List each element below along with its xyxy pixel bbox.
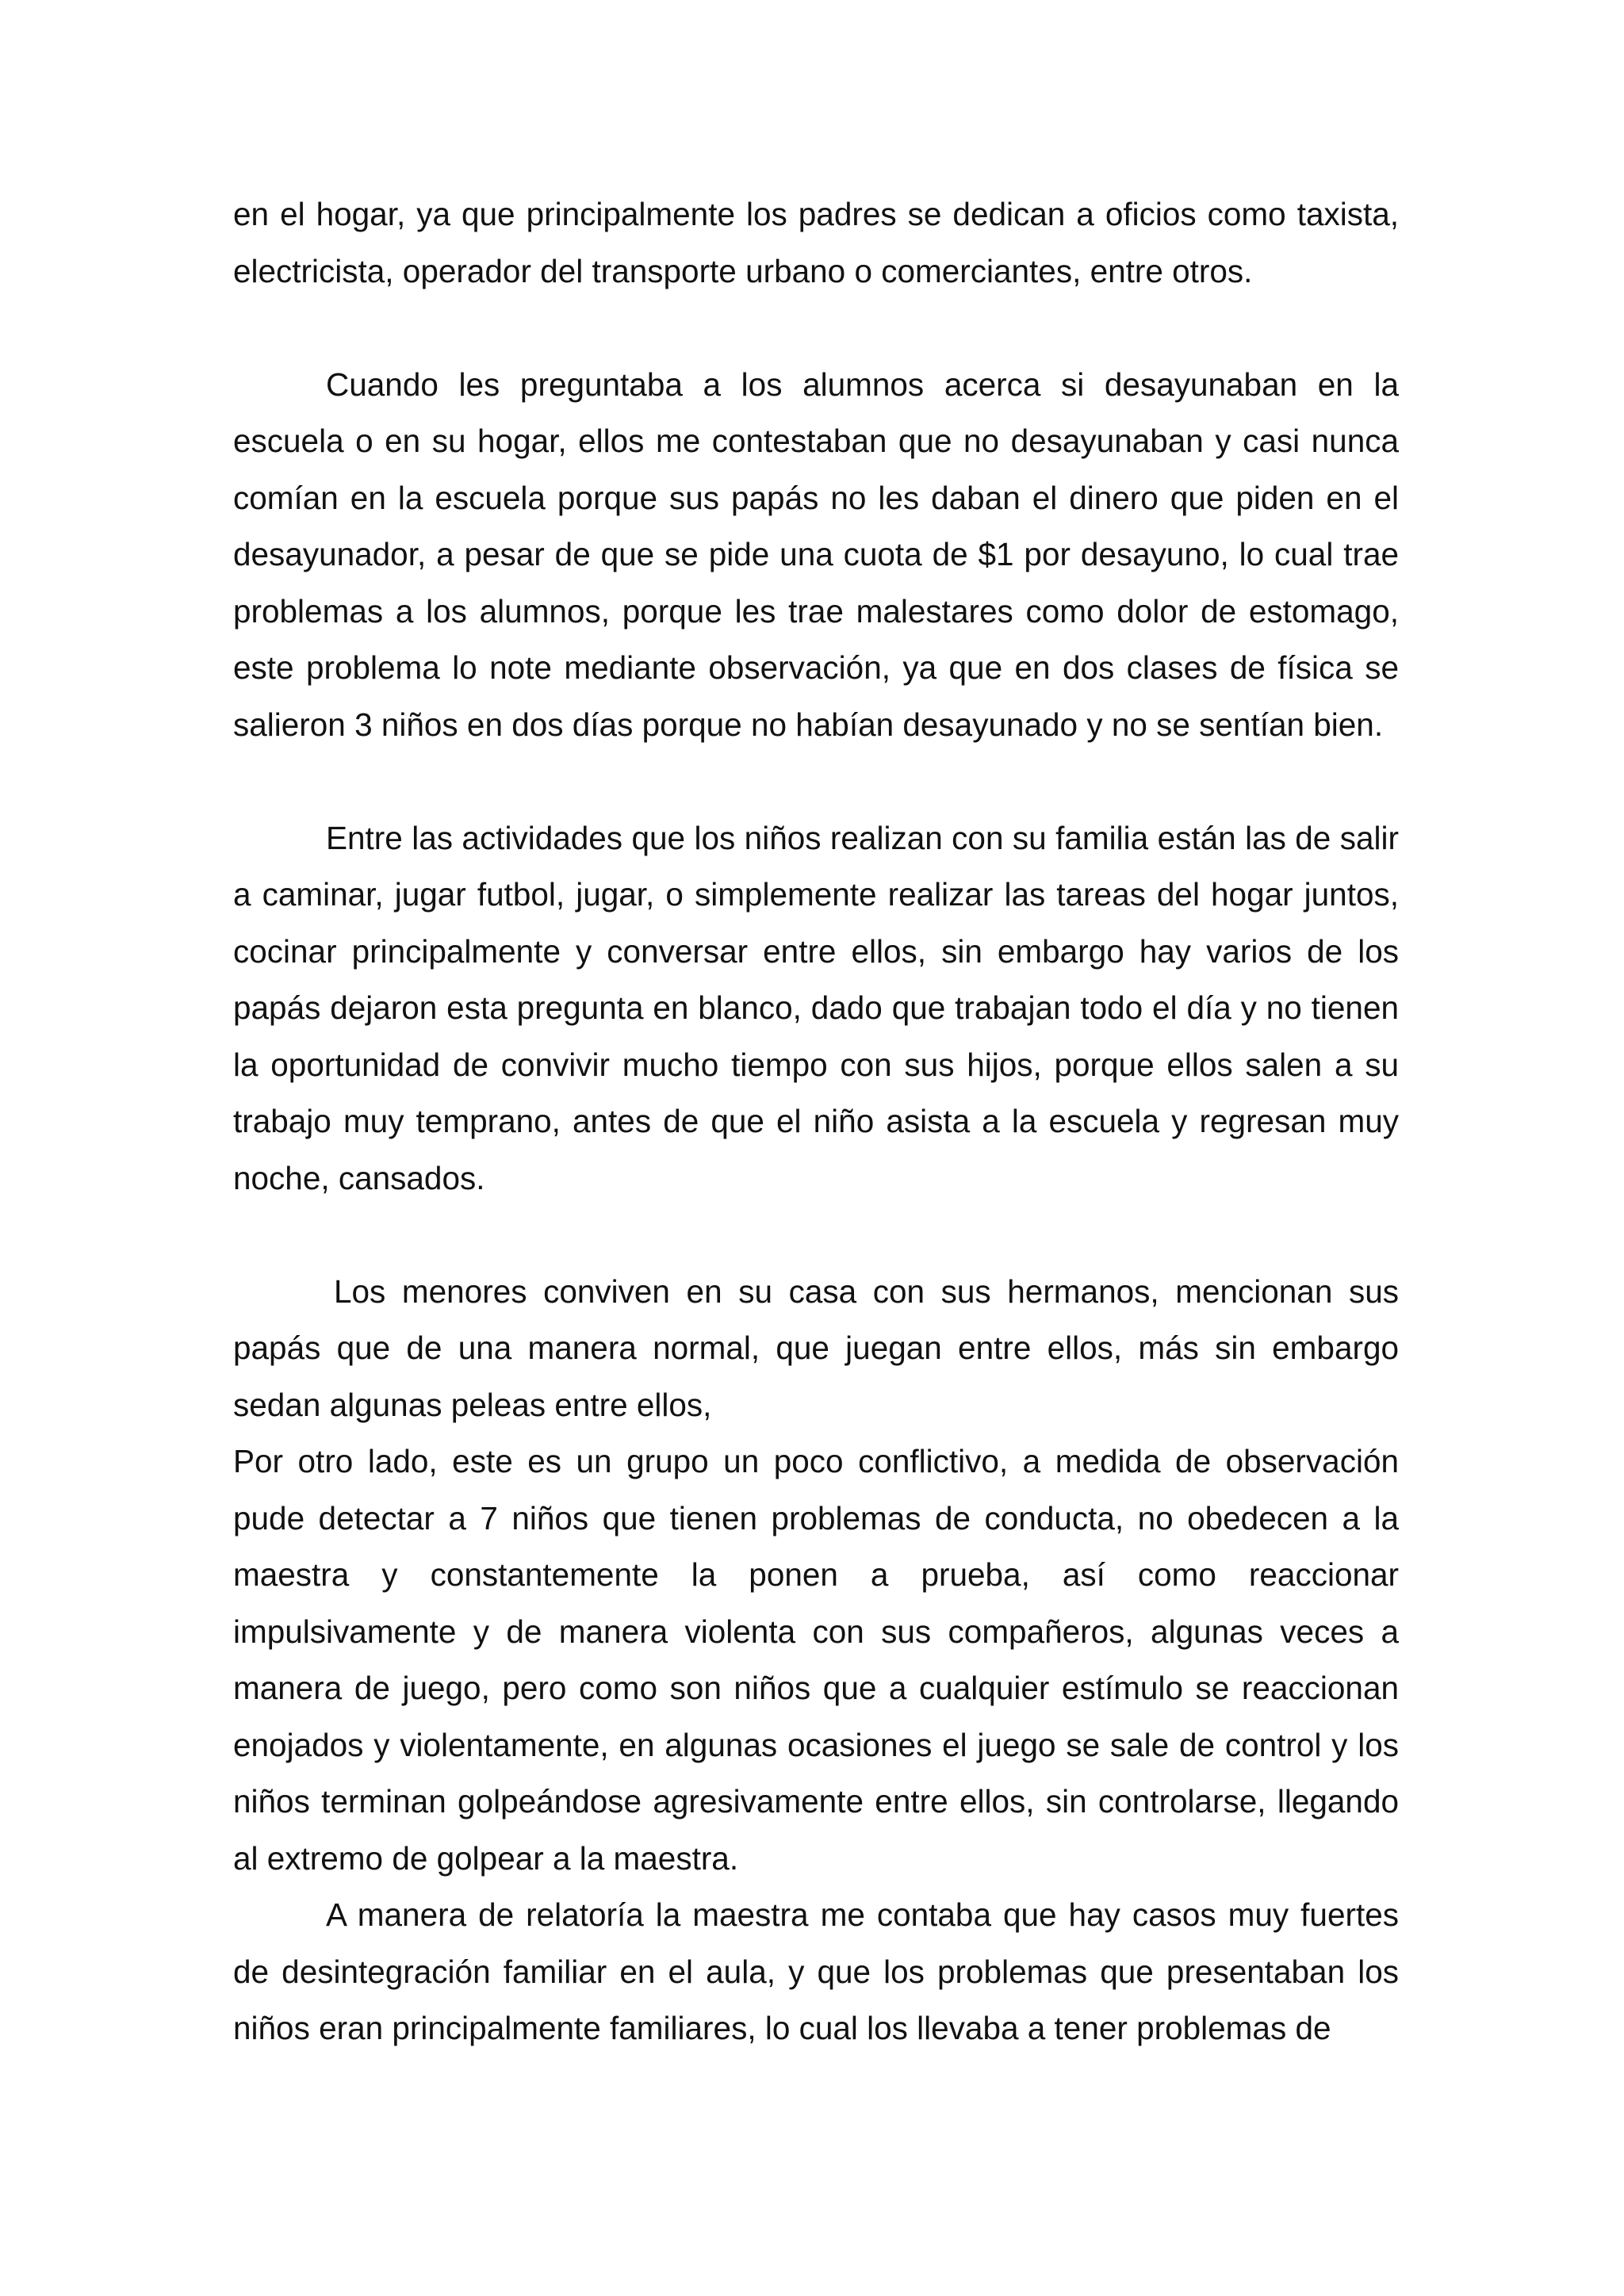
paragraph-continuation: en el hogar, ya que principalmente los padres se dedican a oficios como taxista, electricista, operador del transporte urbano o comerciantes, entre otros. — [233, 196, 1399, 289]
paragraph-teacher-account: A manera de relatoría la maestra me contaba que hay casos muy fuertes de desintegración familiar en el aula, y que los problemas que presentaban los niños eran principalmente familiares, lo cual los llevaba a tener problemas de — [233, 1896, 1399, 2046]
body-text — [233, 186, 1399, 2057]
paragraph-breakfast: Cuando les preguntaba a los alumnos acerca si desayunaban en la escuela o en su hogar, ellos me contestaban que no desayunaban y casi nunca comían en la escuela porque sus papás no les daban el dinero que piden en el desayunador, a pesar de que se pide una cuota de $1 por desayuno, lo cual trae problemas a los alumnos, porque les trae malestares como dolor de estomago, este problema lo note mediante observación, ya que en dos clases de física se salieron 3 niños en dos días porque no habían desayunado y no se sentían bien. — [233, 365, 1399, 743]
paragraph-family-activities: Entre las actividades que los niños realizan con su familia están las de salir a caminar, jugar futbol, jugar, o simplemente realizar las tareas del hogar juntos, cocinar principalmente y conversar entre ellos, sin embargo hay varios de los papás dejaron esta pregunta en blanco, dado que trabajan todo el día y no tienen la oportunidad de convivir mucho tiempo con sus hijos, porque ellos salen a su trabajo muy temprano, antes de que el niño asista a la escuela y regresan muy noche, cansados. — [233, 819, 1399, 1196]
paragraph-siblings: Los menores conviven en su casa con sus hermanos, mencionan sus papás que de una manera normal, que juegan entre ellos, más sin embargo sedan algunas peleas entre ellos, — [233, 1272, 1399, 1423]
paragraph-conflict: Por otro lado, este es un grupo un poco conflictivo, a medida de observación pude detectar a 7 niños que tienen problemas de conducta, no obedecen a la maestra y constantemente la ponen a prueba, así como reaccionar impulsivamente y de manera violenta con sus compañeros, algunas veces a manera de juego, pero como son niños que a cualquier estímulo se reaccionan enojados y violentamente, en algunas ocasiones el juego se sale de control y los niños terminan golpeándose agresivamente entre ellos, sin controlarse, llegando al extremo de golpear a la maestra. — [233, 1443, 1399, 1877]
